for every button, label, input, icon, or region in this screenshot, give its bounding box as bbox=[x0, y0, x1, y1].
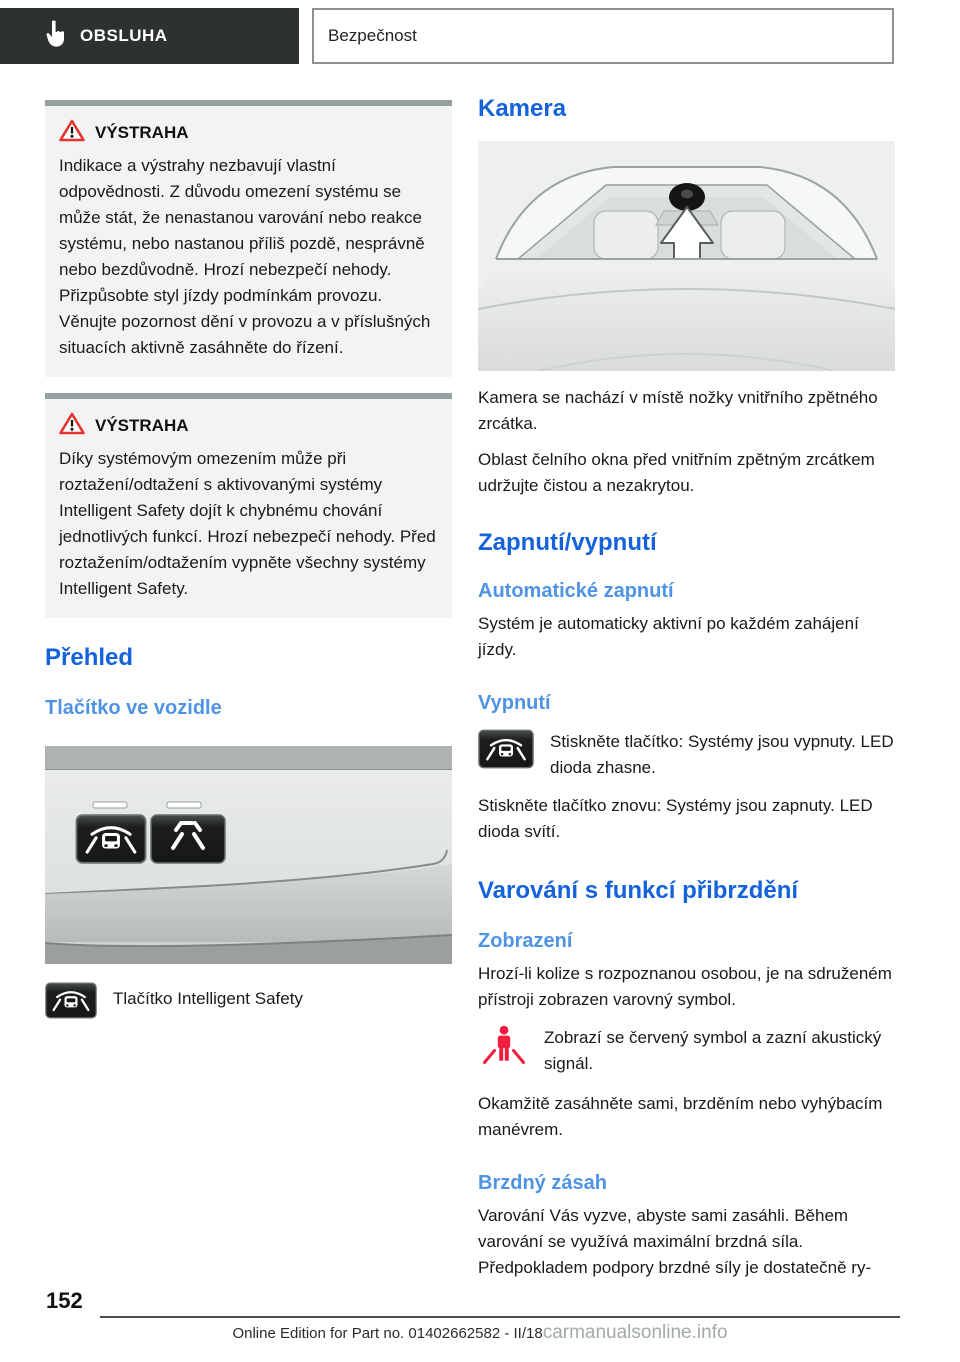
off-button-text: Stiskněte tlačítko: Systémy jsou vypnuty. LED dioda zhasne. bbox=[550, 732, 894, 777]
header-section-box bbox=[312, 8, 894, 64]
right-column bbox=[478, 95, 896, 1291]
chapter-title: OBSLUHA bbox=[80, 26, 168, 45]
symbol-text: Zobrazí se červený symbol a zazní akustický signál. bbox=[544, 1028, 882, 1073]
left-column bbox=[45, 100, 452, 1024]
off-button-row bbox=[478, 729, 896, 781]
header-chapter-tab bbox=[0, 8, 299, 64]
display-heading: Zobrazení bbox=[478, 930, 573, 952]
intelligent-safety-button-icon bbox=[45, 982, 97, 1024]
warning-text: Indikace a výstrahy nezbavují vlastní odpovědnosti. Z důvodu omezení systému se může stát, že nenastanou varování nebo reakce systému, nebo nastanou příliš pozdě, nesprávně nebo bezdůvodně. Hrozí nebezpečí nehody. Přizpůsobte styl jízdy podmínkám provozu. Věnujte pozornost dění v provozu a v příslušných situacích aktivně zasáhněte do řízení. bbox=[59, 156, 431, 357]
page-number: 152 bbox=[46, 1288, 83, 1313]
intelligent-safety-button-illustration bbox=[76, 815, 145, 863]
edition-text: Online Edition for Part no. 01402662582 - II/18 bbox=[232, 1325, 543, 1342]
pointing-hand-icon bbox=[44, 19, 66, 54]
display-paragraph-1: Hrozí-li kolize s rozpoznanou osobou, je na sdruženém přístroji zobrazen varovný symbol. bbox=[478, 964, 892, 1009]
footer-line bbox=[0, 1322, 960, 1344]
overview-heading: Přehled bbox=[45, 644, 134, 671]
warning-box-2 bbox=[45, 393, 452, 618]
camera-paragraph-1: Kamera se nachází v místě nožky vnitřního zpětného zrcátka. bbox=[478, 388, 878, 433]
warning-title: VÝSTRAHA bbox=[95, 416, 189, 435]
onoff-heading: Zapnutí/vypnutí bbox=[478, 529, 657, 556]
intelligent-safety-button-icon bbox=[478, 729, 534, 774]
auto-on-heading: Automatické zapnutí bbox=[478, 580, 674, 602]
figure-caption: Tlačítko Intelligent Safety bbox=[113, 989, 303, 1008]
camera-paragraph-2: Oblast čelního okna před vnitřním zpětným zrcátkem udržujte čistou a nezakrytou. bbox=[478, 450, 875, 495]
off-heading: Vypnutí bbox=[478, 692, 551, 714]
pedestrian-warning-icon bbox=[478, 1025, 528, 1072]
warning-triangle-icon bbox=[59, 119, 85, 147]
camera-location-figure bbox=[478, 141, 895, 371]
footer-rule bbox=[100, 1316, 900, 1318]
warning-triangle-icon bbox=[59, 412, 85, 440]
auto-on-text: Systém je automaticky aktivní po každém zahájení jízdy. bbox=[478, 614, 859, 659]
lane-assist-button-illustration bbox=[151, 815, 225, 863]
brake-heading: Brzdný zásah bbox=[478, 1172, 607, 1194]
section-title: Bezpečnost bbox=[328, 26, 417, 45]
dashboard-buttons-figure bbox=[45, 746, 452, 964]
figure-caption-row bbox=[45, 982, 452, 1024]
warning-title: VÝSTRAHA bbox=[95, 123, 189, 142]
watermark-text: carmanualsonline.info bbox=[542, 1322, 728, 1343]
warning-box-1 bbox=[45, 100, 452, 377]
warning-text: Díky systémovým omezením může při roztažení/odtažení s aktivovanými systémy Intelligent Safety dojít k chybnému chování jednotlivých funkcí. Hrozí nebezpečí nehody. Před roztažením/odtažením vypněte všechny systémy Intelligent Safety. bbox=[59, 449, 436, 598]
vehicle-button-heading: Tlačítko ve vozidle bbox=[45, 697, 222, 719]
pedestrian-warning-row bbox=[478, 1025, 896, 1077]
off-text-2: Stiskněte tlačítko znovu: Systémy jsou zapnuty. LED dioda svítí. bbox=[478, 796, 873, 841]
display-paragraph-2: Okamžitě zasáhněte sami, brzděním nebo vyhýbacím manévrem. bbox=[478, 1094, 883, 1139]
brake-text: Varování Vás vyzve, abyste sami zasáhli. Během varování se využívá maximální brzdná síla. Předpokladem podpory brzdné síly je dostatečně ry- bbox=[478, 1206, 872, 1277]
braking-warning-heading: Varování s funkcí přibrzdění bbox=[478, 877, 799, 904]
camera-heading: Kamera bbox=[478, 95, 567, 122]
